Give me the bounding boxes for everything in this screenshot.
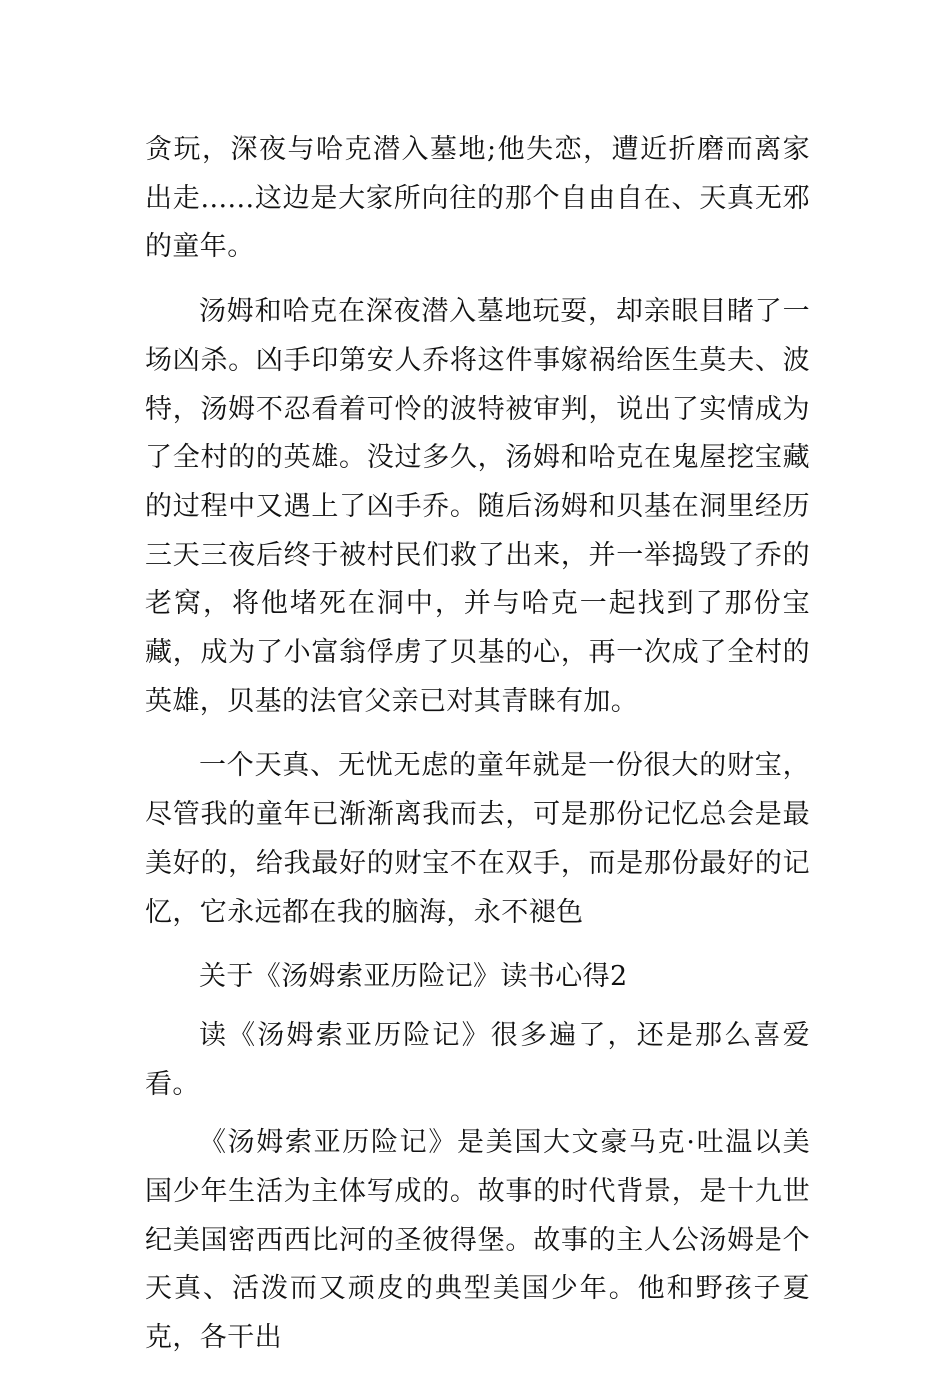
document-body: [145, 126, 810, 1379]
paragraph-continuation: 贪玩，深夜与哈克潜入墓地;他失恋，遭近折磨而离家出走......这边是大家所向往的那个自由自在、天真无邪的童年。: [145, 134, 810, 263]
paragraph-plot-summary: 汤姆和哈克在深夜潜入墓地玩耍，却亲眼目睹了一场凶杀。凶手印第安人乔将这件事嫁祸给医生莫夫、波特，汤姆不忍看着可怜的波特被审判，说出了实情成为了全村的的英雄。没过多久，汤姆和哈克在鬼屋挖宝藏的过程中又遇上了凶手乔。随后汤姆和贝基在洞里经历三天三夜后终于被村民们救了出来，并一举捣毁了乔的老窝，将他堵死在洞中，并与哈克一起找到了那份宝藏，成为了小富翁俘虏了贝基的心，再一次成了全村的英雄，贝基的法官父亲已对其青睐有加。: [145, 296, 810, 717]
paragraph-intro: 读《汤姆索亚历险记》很多遍了，还是那么喜爱看。: [145, 1019, 810, 1100]
paragraph-reflection: 一个天真、无忧无虑的童年就是一份很大的财宝，尽管我的童年已渐渐离我而去，可是那份记忆总会是最美好的，给我最好的财宝不在双手，而是那份最好的记忆，它永远都在我的脑海，永不褪色: [145, 750, 810, 928]
paragraph-background: 《汤姆索亚历险记》是美国大文豪马克·吐温以美国少年生活为主体写成的。故事的时代背景，是十九世纪美国密西西比河的圣彼得堡。故事的主人公汤姆是个天真、活泼而又顽皮的典型美国少年。他和野孩子夏克，各干出: [145, 1127, 810, 1354]
section-heading: 关于《汤姆索亚历险记》读书心得2: [199, 961, 628, 993]
